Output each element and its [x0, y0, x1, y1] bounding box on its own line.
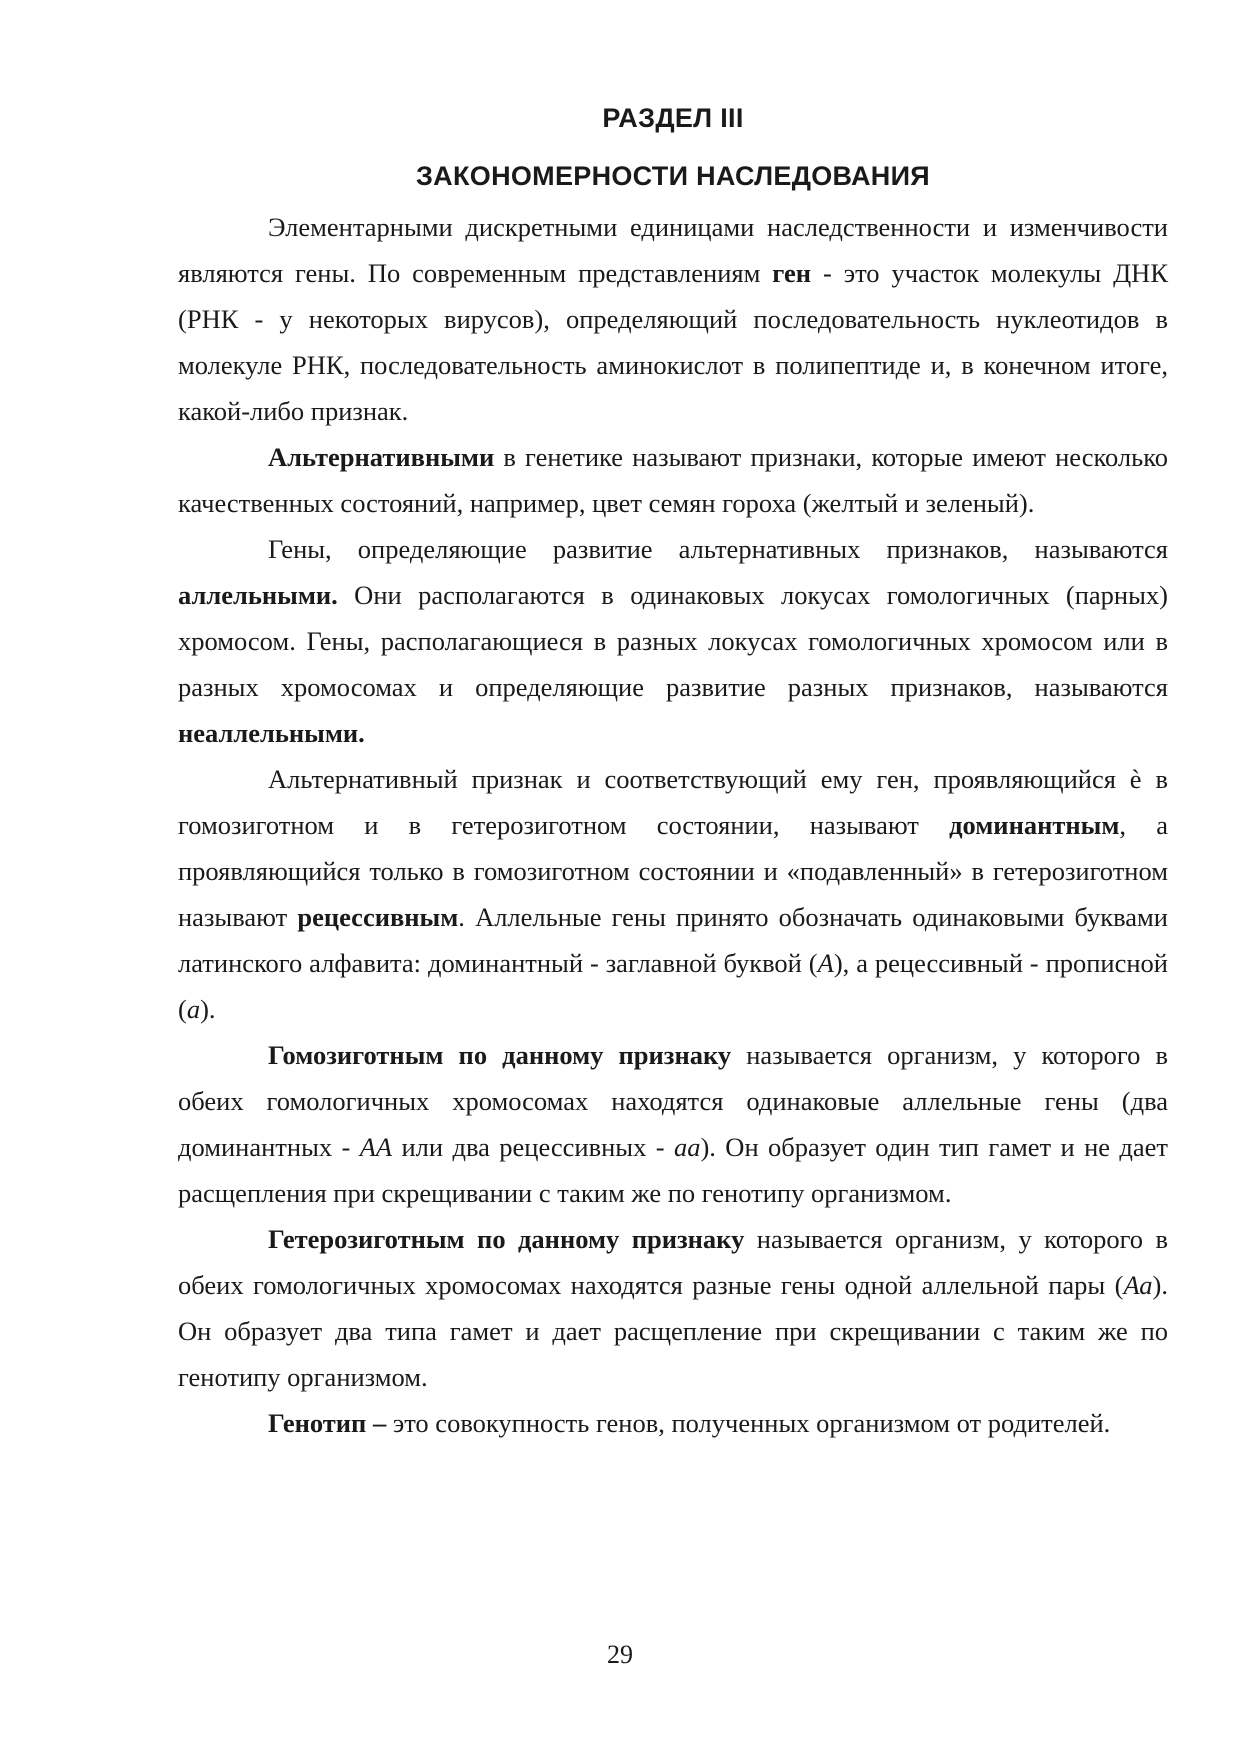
- text-run: Гены, определяющие развитие альтернативных признаков, называются: [268, 534, 1168, 564]
- text-run: называется организм, у которого в обеих гомологичных хромосомах находятся разные гены одной аллельной пары (: [178, 1224, 1169, 1300]
- bold-term: аллельными.: [178, 580, 338, 610]
- text-run: . Аллельные гены принято обозначать одинаковыми буквами латинского алфавита: доминантный - заглавной буквой (: [178, 902, 1168, 978]
- bold-term: Гомозиготным по данному признаку: [268, 1040, 732, 1070]
- text-run: называется организм, у которого в обеих гомологичных хромосомах находятся одинаковые аллельные гены (два доминантных -: [178, 1040, 1168, 1162]
- italic-symbol: А: [817, 948, 834, 978]
- text-run: это совокупность генов, полученных организмом от родителей.: [392, 1408, 1111, 1438]
- paragraph: [178, 1400, 1168, 1446]
- page-number: 29: [607, 1640, 633, 1669]
- paragraph: [178, 1216, 1168, 1400]
- bold-term: Генотип: [268, 1408, 367, 1438]
- italic-symbol: а: [186, 994, 201, 1024]
- text-run: , а проявляющийся только в гомозиготном состоянии и «подавленный» в гетерозиготном называют: [178, 810, 1168, 932]
- text-run: ).: [200, 994, 216, 1024]
- paragraph: [178, 756, 1168, 1032]
- bold-term: рецессивным: [297, 902, 459, 932]
- paragraph: [178, 204, 1168, 434]
- text-run: ). Он образует два типа гамет и дает расщепление при скрещивании с таким же по генотипу организмом.: [178, 1270, 1168, 1392]
- bold-term: доминантным: [949, 810, 1120, 840]
- paragraph: [178, 434, 1168, 526]
- bold-term: неаллельными.: [178, 718, 365, 748]
- page-body: [178, 92, 1168, 1446]
- bold-term: Гетерозиготным по данному признаку: [268, 1224, 745, 1254]
- text-run: Элементарными дискретными единицами наследственности и изменчивости являются гены. По современным представлениям: [178, 212, 1168, 288]
- paragraph: [178, 526, 1168, 756]
- body-text: [178, 204, 1168, 1446]
- text-run: ), а рецессивный - прописной (: [178, 948, 1168, 1024]
- paragraph: [178, 1032, 1168, 1216]
- bold-term: –: [366, 1408, 393, 1438]
- text-run: Альтернативный признак и соответствующий ему ген, проявляющийся è в гомозиготном и в гетерозиготном состоянии, называют: [178, 764, 1168, 840]
- text-run: ). Он образует один тип гамет и не дает расщепления при скрещивании с таким же по генотипу организмом.: [178, 1132, 1169, 1208]
- italic-symbol: аа: [673, 1132, 701, 1162]
- bold-term: Альтернативными: [268, 442, 495, 472]
- italic-symbol: Аа: [1123, 1270, 1153, 1300]
- text-run: - это участок молекулы ДНК (РНК - у некоторых вирусов), определяющий последовательность нуклеотидов в молекуле РНК, последовательность аминокислот в полипептиде и, в конечном итоге, какой-либо признак.: [178, 258, 1168, 426]
- text-run: в генетике называют признаки, которые имеют несколько качественных состояний, например, цвет семян гороха (желтый и зеленый).: [178, 442, 1168, 518]
- bold-term: ген: [772, 258, 811, 288]
- chapter-title: ЗАКОНОМЕРНОСТИ НАСЛЕДОВАНИЯ: [415, 161, 931, 191]
- text-run: или два рецессивных -: [392, 1132, 674, 1162]
- italic-symbol: АА: [359, 1132, 393, 1162]
- text-run: Они располагаются в одинаковых локусах гомологичных (парных) хромосом. Гены, располагающиеся в разных локусах гомологичных хромосом или в разных хромосомах и определяющие развитие разных признаков, называются: [178, 580, 1168, 702]
- section-heading: РАЗДЕЛ III: [602, 103, 744, 133]
